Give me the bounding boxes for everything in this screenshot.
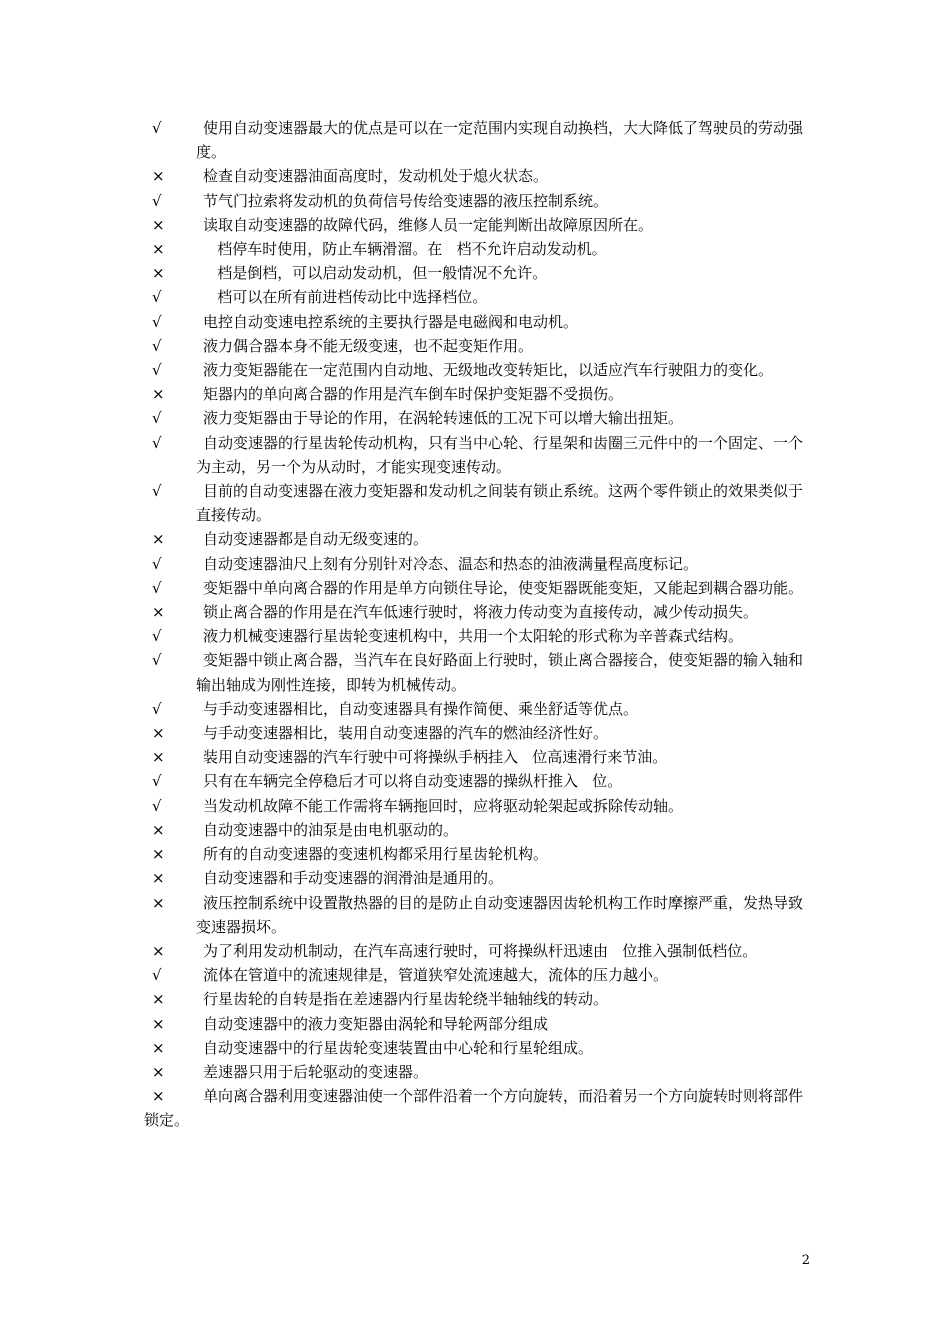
statement-text: 只有在车辆完全停稳后才可以将自动变速器的操纵杆推入 位。 bbox=[203, 772, 623, 791]
list-item bbox=[0, 527, 950, 551]
list-item bbox=[0, 431, 950, 479]
answer-mark: √ bbox=[152, 578, 162, 597]
answer-mark: × bbox=[152, 1087, 165, 1106]
statement-text: 档是倒档，可以启动发动机，但一般情况不允许。 bbox=[203, 264, 548, 283]
list-item bbox=[0, 721, 950, 745]
answer-mark: √ bbox=[152, 433, 162, 452]
list-item bbox=[0, 261, 950, 285]
answer-mark: √ bbox=[152, 409, 162, 428]
answer-mark: × bbox=[152, 845, 165, 864]
list-item bbox=[0, 818, 950, 842]
list-item bbox=[0, 1012, 950, 1036]
answer-mark: × bbox=[152, 990, 165, 1009]
answer-mark: × bbox=[152, 530, 165, 549]
statement-text: 自动变速器都是自动无级变速的。 bbox=[203, 530, 429, 549]
statement-text: 使用自动变速器最大的优点是可以在一定范围内实现自动换档，大大降低了驾驶员的劳动强度。 bbox=[196, 119, 804, 162]
statement-text: 自动变速器油尺上刻有分别针对冷态、温态和热态的油液满量程高度标记。 bbox=[203, 554, 699, 573]
list-item bbox=[0, 866, 950, 890]
list-item bbox=[0, 116, 950, 164]
statement-text: 行星齿轮的自转是指在差速器内行星齿轮绕半轴轴线的转动。 bbox=[203, 990, 609, 1009]
statement-text: 档停车时使用，防止车辆滑溜。在 档不允许启动发动机。 bbox=[203, 240, 607, 259]
answer-mark: × bbox=[152, 748, 165, 767]
list-item bbox=[0, 842, 950, 866]
answer-mark: √ bbox=[152, 699, 162, 718]
statement-text: 当发动机故障不能工作需将车辆拖回时，应将驱动轮架起或拆除传动轴。 bbox=[203, 796, 684, 815]
statement-text: 所有的自动变速器的变速机构都采用行星齿轮机构。 bbox=[203, 845, 549, 864]
list-item bbox=[0, 745, 950, 769]
page-number: 2 bbox=[801, 1253, 810, 1268]
statement-text: 自动变速器中的行星齿轮变速装置由中心轮和行星轮组成。 bbox=[203, 1038, 594, 1057]
statement-text: 检查自动变速器油面高度时，发动机处于熄火状态。 bbox=[203, 167, 549, 186]
answer-mark: × bbox=[152, 240, 165, 259]
list-item bbox=[0, 939, 950, 963]
answer-mark: × bbox=[152, 893, 165, 912]
list-item bbox=[0, 552, 950, 576]
list-item bbox=[0, 769, 950, 793]
true-false-answer-list bbox=[0, 116, 950, 1133]
answer-mark: √ bbox=[152, 772, 162, 791]
statement-text: 自动变速器的行星齿轮传动机构，只有当中心轮、行星架和齿圈三元件中的一个固定、一个为主动，另一个为从动时，才能实现变速传动。 bbox=[196, 433, 804, 476]
answer-mark: √ bbox=[152, 336, 162, 355]
statement-text: 装用自动变速器的汽车行驶中可将操纵手柄挂入 位高速滑行来节油。 bbox=[203, 748, 668, 767]
list-item bbox=[0, 310, 950, 334]
answer-mark: × bbox=[152, 1014, 165, 1033]
answer-mark: × bbox=[152, 264, 165, 283]
list-item bbox=[0, 358, 950, 382]
answer-mark: √ bbox=[152, 191, 162, 210]
list-item bbox=[0, 987, 950, 1011]
list-item bbox=[0, 164, 950, 188]
statement-text: 变矩器中单向离合器的作用是单方向锁住导论，使变矩器既能变矩，又能起到耦合器功能。 bbox=[203, 578, 804, 597]
list-item bbox=[0, 213, 950, 237]
answer-mark: √ bbox=[152, 288, 162, 307]
list-item bbox=[0, 1060, 950, 1084]
answer-mark: √ bbox=[152, 119, 162, 137]
statement-text: 流体在管道中的流速规律是，管道狭窄处流速越大，流体的压力越小。 bbox=[203, 966, 669, 985]
list-item bbox=[0, 285, 950, 309]
list-item bbox=[0, 794, 950, 818]
statement-text: 自动变速器中的油泵是由电机驱动的。 bbox=[203, 820, 459, 839]
statement-text: 液力变矩器能在一定范围内自动地、无级地改变转矩比，以适应汽车行驶阻力的变化。 bbox=[203, 361, 774, 380]
list-item bbox=[0, 1084, 950, 1132]
statement-text: 变矩器中锁止离合器，当汽车在良好路面上行驶时，锁止离合器接合，使变矩器的输入轴和输出轴成为刚性连接，即转为机械传动。 bbox=[196, 651, 804, 694]
statement-text: 电控自动变速电控系统的主要执行器是电磁阀和电动机。 bbox=[203, 312, 579, 331]
list-item bbox=[0, 648, 950, 696]
answer-mark: √ bbox=[152, 554, 162, 573]
list-item bbox=[0, 237, 950, 261]
list-item bbox=[0, 189, 950, 213]
answer-mark: × bbox=[152, 941, 165, 960]
list-item bbox=[0, 382, 950, 406]
list-item bbox=[0, 891, 950, 939]
answer-mark: × bbox=[152, 1038, 165, 1057]
answer-mark: × bbox=[152, 167, 165, 186]
answer-mark: √ bbox=[152, 361, 162, 380]
list-item bbox=[0, 624, 950, 648]
answer-mark: √ bbox=[152, 482, 162, 501]
statement-text: 自动变速器和手动变速器的润滑油是通用的。 bbox=[203, 869, 504, 888]
list-item bbox=[0, 600, 950, 624]
statement-text: 为了利用发动机制动，在汽车高速行驶时，可将操纵杆迅速由 位推入强制低档位。 bbox=[203, 941, 758, 960]
statement-text: 矩器内的单向离合器的作用是汽车倒车时保护变矩器不受损伤。 bbox=[203, 385, 624, 404]
statement-text: 读取自动变速器的故障代码，维修人员一定能判断出故障原因所在。 bbox=[203, 215, 654, 234]
answer-mark: √ bbox=[152, 651, 162, 670]
answer-mark: √ bbox=[152, 627, 162, 646]
list-item bbox=[0, 479, 950, 527]
answer-mark: × bbox=[152, 869, 165, 888]
statement-text: 单向离合器利用变速器油使一个部件沿着一个方向旋转，而沿着另一个方向旋转时则将部件锁定。 bbox=[144, 1087, 804, 1130]
answer-mark: × bbox=[152, 385, 165, 404]
answer-mark: × bbox=[152, 820, 165, 839]
list-item bbox=[0, 963, 950, 987]
list-item bbox=[0, 1036, 950, 1060]
answer-mark: × bbox=[152, 1062, 165, 1081]
answer-mark: √ bbox=[152, 796, 162, 815]
answer-mark: × bbox=[152, 215, 165, 234]
answer-mark: √ bbox=[152, 312, 162, 331]
statement-text: 目前的自动变速器在液力变矩器和发动机之间装有锁止系统。这两个零件锁止的效果类似于直接传动。 bbox=[196, 482, 804, 525]
statement-text: 液力偶合器本身不能无级变速，也不起变矩作用。 bbox=[203, 336, 534, 355]
answer-mark: √ bbox=[152, 966, 162, 985]
list-item bbox=[0, 334, 950, 358]
statement-text: 与手动变速器相比，自动变速器具有操作简便、乘坐舒适等优点。 bbox=[203, 699, 639, 718]
statement-text: 节气门拉索将发动机的负荷信号传给变速器的液压控制系统。 bbox=[203, 191, 609, 210]
list-item bbox=[0, 697, 950, 721]
statement-text: 液力机械变速器行星齿轮变速机构中，共用一个太阳轮的形式称为辛普森式结构。 bbox=[203, 627, 744, 646]
statement-text: 自动变速器中的液力变矩器由涡轮和导轮两部分组成 bbox=[203, 1014, 549, 1033]
statement-text: 档可以在所有前进档传动比中选择档位。 bbox=[203, 288, 488, 307]
statement-text: 液压控制系统中设置散热器的目的是防止自动变速器因齿轮机构工作时摩擦严重，发热导致变速器损坏。 bbox=[196, 893, 804, 936]
answer-mark: × bbox=[152, 603, 165, 622]
statement-text: 与手动变速器相比，装用自动变速器的汽车的燃油经济性好。 bbox=[203, 724, 609, 743]
statement-text: 液力变矩器由于导论的作用，在涡轮转速低的工况下可以增大输出扭矩。 bbox=[203, 409, 684, 428]
list-item bbox=[0, 406, 950, 430]
list-item bbox=[0, 576, 950, 600]
answer-mark: × bbox=[152, 724, 165, 743]
statement-text: 差速器只用于后轮驱动的变速器。 bbox=[203, 1062, 429, 1081]
statement-text: 锁止离合器的作用是在汽车低速行驶时，将液力传动变为直接传动，减少传动损失。 bbox=[203, 603, 759, 622]
